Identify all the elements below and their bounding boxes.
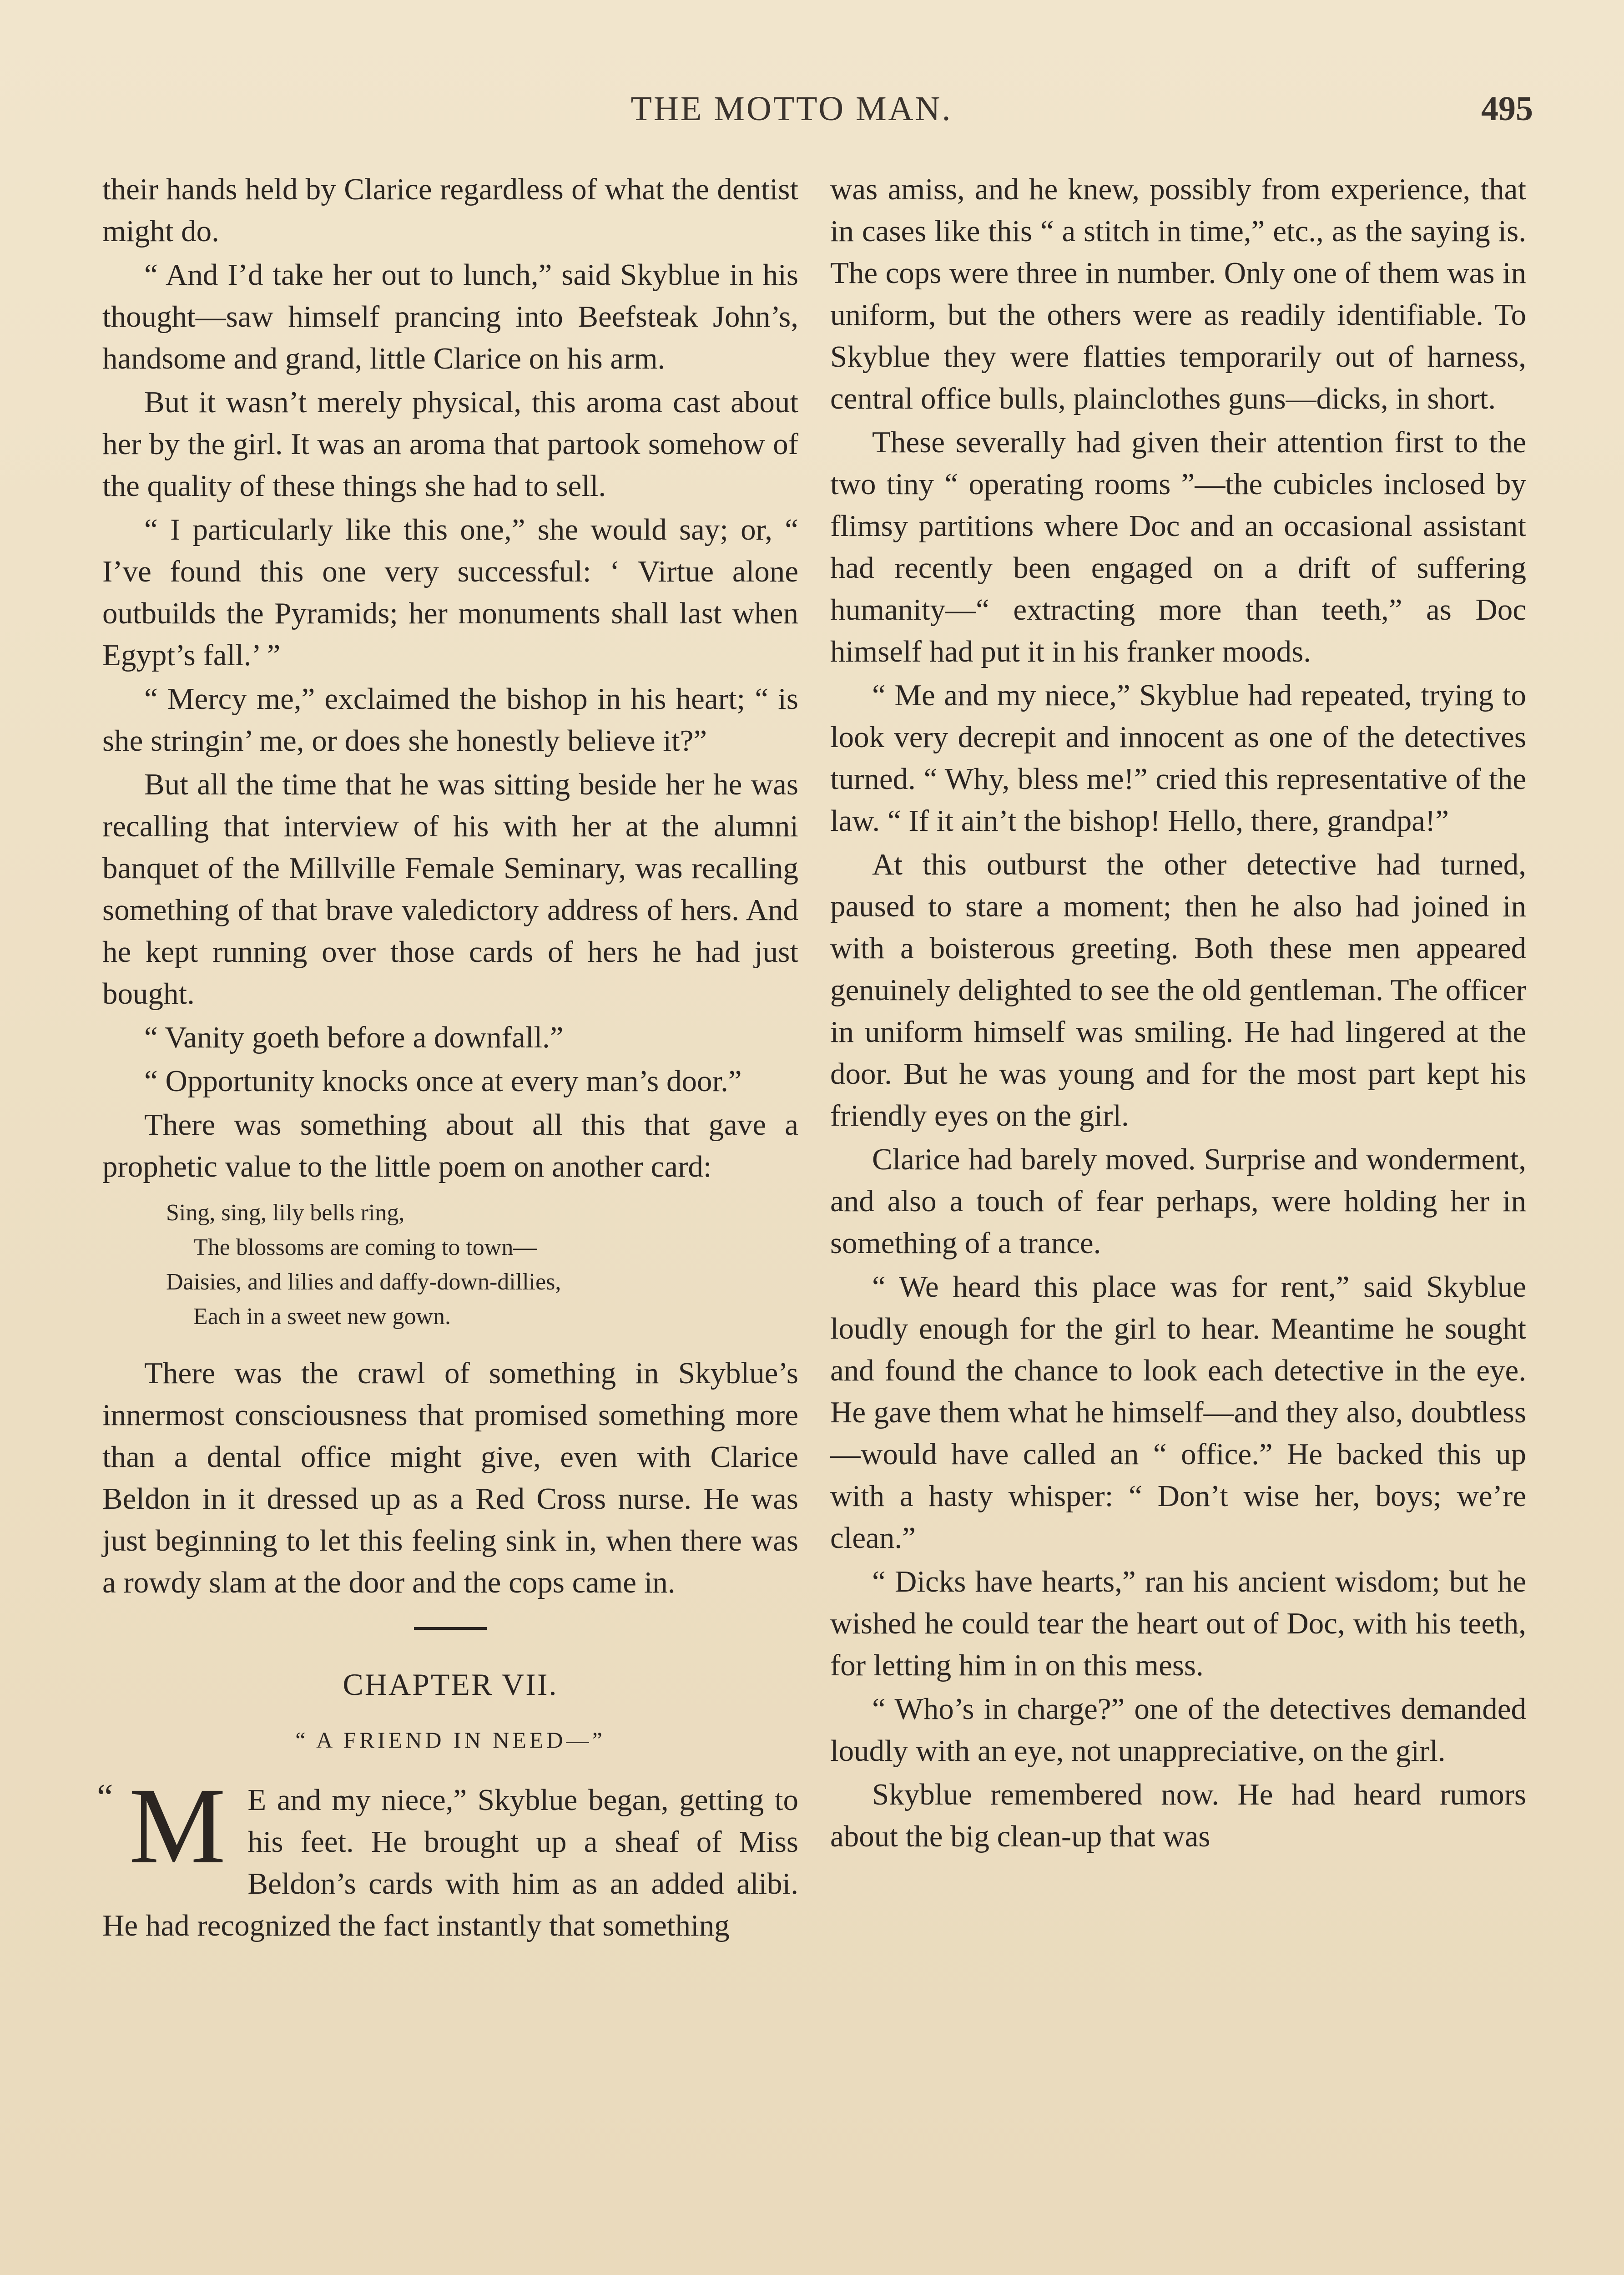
paragraph: There was something about all this that gave a prophetic value to the little poem on another card: <box>102 1108 798 1183</box>
paragraph: “ Opportunity knocks once at every man’s door.” <box>144 1064 742 1098</box>
poem-line: Sing, sing, lily bells ring, <box>166 1200 405 1226</box>
left-column <box>97 168 798 1948</box>
paragraph: was amiss, and he knew, possibly from experience, that in cases like this “ a stitch in time,” etc., as the saying is. The cops were three in number. Only one of them was in uniform, but the others were as readily identifiable. To Skyblue they were flatties temporarily out of harness, central office bulls, plainclothes guns—dicks, in short. <box>830 172 1526 415</box>
paragraph: At this outburst the other detective had turned, paused to stare a moment; then he also had joined in with a boisterous greeting. Both these men appeared genuinely delighted to see the old gentleman. The officer in uniform himself was smiling. He had lingered at the door. But he was young and for the most part kept his friendly eyes on the girl. <box>830 848 1526 1132</box>
paragraph: “ Who’s in charge?” one of the detectives demanded loudly with an eye, not unappreciative, on the girl. <box>830 1692 1526 1768</box>
paragraph: “ We heard this place was for rent,” said Skyblue loudly enough for the girl to hear. Meantime he sought and found the chance to look each detective in the eye. He gave them what he himself—and they also, doubtless—would have called an “ office.” He backed this up with a hasty whisper: “ Don’t wise her, boys; we’re clean.” <box>830 1270 1526 1555</box>
poem-line: Each in a sweet new gown. <box>193 1304 451 1330</box>
paragraph: “ Me and my niece,” Skyblue had repeated, trying to look very decrepit and innocent as one of the detectives turned. “ Why, bless me!” cried this representative of the law. “ If it ain’t the bishop! Hello, there, grandpa!” <box>830 678 1526 838</box>
paragraph: “ I particularly like this one,” she would say; or, “ I’ve found this one very successful: ‘ Virtue alone outbuilds the Pyramids; her monuments shall last when Egypt’s fall.’ ” <box>102 513 798 672</box>
paragraph: “ Vanity goeth before a downfall.” <box>144 1021 564 1054</box>
paragraph: These severally had given their attention first to the two tiny “ operating rooms ”—the cubicles inclosed by flimsy partitions where Doc and an occasional assistant had recently been engaged on a drift of suffering humanity—“ extracting more than teeth,” as Doc himself had put it in his franker moods. <box>830 425 1526 668</box>
running-header: THE MOTTO MAN. <box>630 90 953 128</box>
right-column <box>830 168 1526 1859</box>
drop-cap: M <box>129 1765 226 1886</box>
opening-quote: “ <box>97 1777 113 1817</box>
page-number: 495 <box>1481 90 1533 128</box>
paragraph: Skyblue remembered now. He had heard rumors about the big clean-up that was <box>830 1778 1526 1853</box>
paragraph: “ Dicks have hearts,” ran his ancient wisdom; but he wished he could tear the heart out of Doc, with his teeth, for letting him in on this mess. <box>830 1565 1526 1682</box>
poem-line: Daisies, and lilies and daffy-down-dillies, <box>166 1269 561 1295</box>
paragraph: There was the crawl of something in Skyblue’s innermost consciousness that promised something more than a dental office might give, even with Clarice Beldon in it dressed up as a Red Cross nurse. He was just beginning to let this feeling sink in, when there was a rowdy slam at the door and the cops came in. <box>102 1356 798 1599</box>
poem-line: The blossoms are coming to town— <box>193 1234 537 1260</box>
paragraph: “ Mercy me,” exclaimed the bishop in his heart; “ is she stringin’ me, or does she honestly believe it?” <box>102 682 798 758</box>
section-divider <box>414 1627 487 1630</box>
paragraph: E and my niece,” Skyblue began, getting to his feet. He brought up a sheaf of Miss Beldon’s cards with him as an added alibi. He had recognized the fact instantly that something <box>102 1783 798 1942</box>
paragraph: their hands held by Clarice regardless of what the dentist might do. <box>102 172 798 248</box>
paragraph: Clarice had barely moved. Surprise and wonderment, and also a touch of fear perhaps, were holding her in something of a trance. <box>830 1143 1526 1260</box>
chapter-heading: CHAPTER VII. <box>343 1667 558 1702</box>
paragraph: But it wasn’t merely physical, this aroma cast about her by the girl. It was an aroma that partook somehow of the quality of these things she had to sell. <box>102 385 798 503</box>
chapter-opening <box>97 1765 798 1946</box>
chapter-subtitle: “ A FRIEND IN NEED—” <box>295 1727 605 1753</box>
paragraph: “ And I’d take her out to lunch,” said Skyblue in his thought—saw himself prancing into Beefsteak John’s, handsome and grand, little Clarice on his arm. <box>102 258 798 375</box>
paragraph: But all the time that he was sitting beside her he was recalling that interview of his with her at the alumni banquet of the Millville Female Seminary, was recalling something of that brave valedictory address of hers. And he kept running over those cards of hers he had just bought. <box>102 768 798 1011</box>
poem <box>102 1196 798 1334</box>
